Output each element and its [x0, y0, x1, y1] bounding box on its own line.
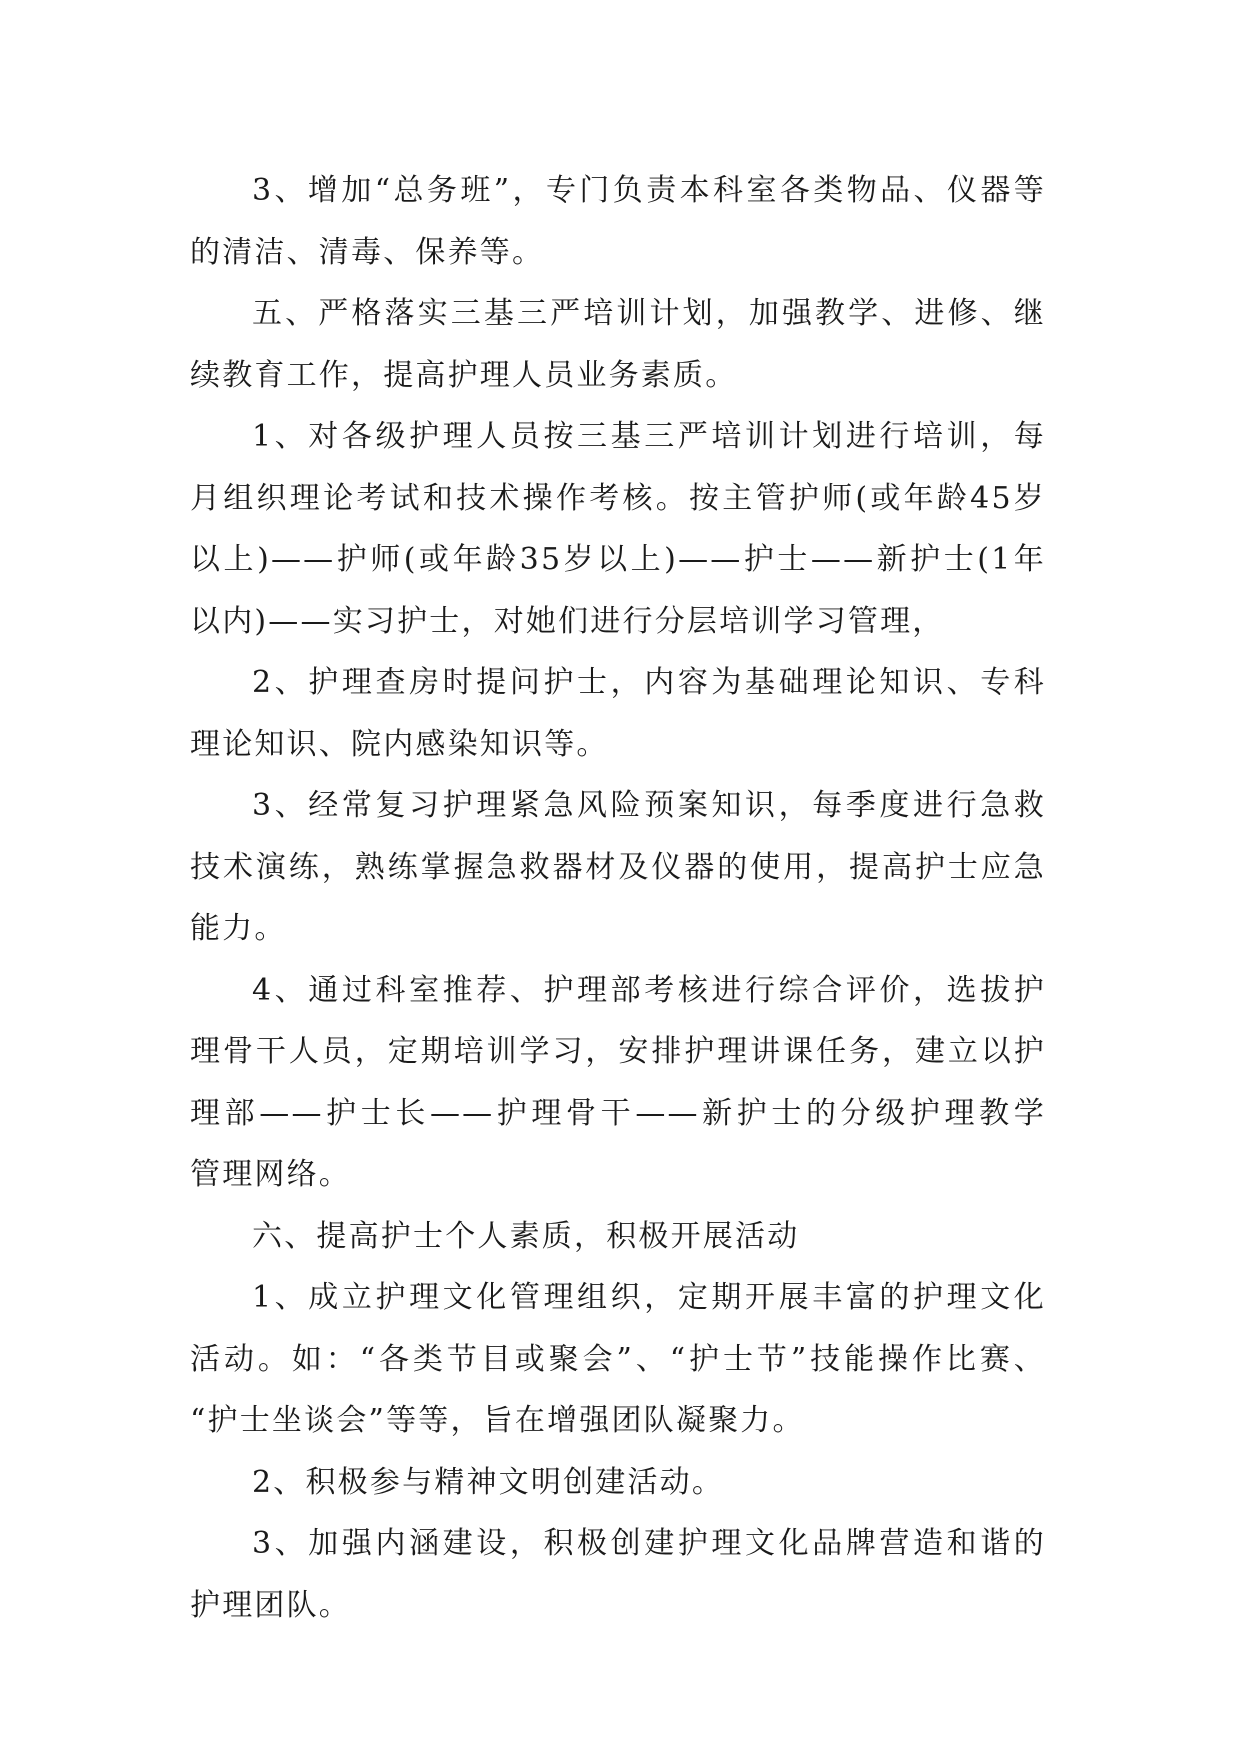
paragraph-line: 技术演练，熟练掌握急救器材及仪器的使用，提高护士应急 — [190, 849, 1046, 885]
paragraph-line: 月组织理论考试和技术操作考核。按主管护师(或年龄45岁 — [190, 480, 1046, 516]
paragraph-line: 2、积极参与精神文明创建活动。 — [252, 1464, 725, 1500]
paragraph-line: 的清洁、清毒、保养等。 — [190, 234, 545, 270]
paragraph-line: 4、通过科室推荐、护理部考核进行综合评价，选拔护 — [252, 972, 1046, 1008]
paragraph-line: 1、对各级护理人员按三基三严培训计划进行培训，每 — [252, 419, 1046, 454]
paragraph-line: 五、严格落实三基三严培训计划，加强教学、进修、继 — [252, 296, 1046, 331]
paragraph-line: 管理网络。 — [190, 1157, 351, 1192]
paragraph-line: 以内)——实习护士，对她们进行分层培训学习管理， — [190, 603, 945, 639]
paragraph — [190, 1267, 1046, 1452]
paragraph-line: 3、增加“总务班”，专门负责本科室各类物品、仪器等 — [252, 173, 1046, 208]
paragraph-line: 以上)——护师(或年龄35岁以上)——护士——新护士(1年 — [190, 542, 1046, 577]
paragraph — [190, 1513, 1046, 1636]
paragraph-line: 续教育工作，提高护理人员业务素质。 — [190, 357, 738, 393]
paragraph-line: 六、提高护士个人素质，积极开展活动 — [252, 1218, 800, 1254]
paragraph-line: 理骨干人员，定期培训学习，安排护理讲课任务，建立以护 — [190, 1034, 1046, 1069]
paragraph — [190, 1452, 1046, 1514]
paragraph-line: 3、加强内涵建设，积极创建护理文化品牌营造和谐的 — [252, 1526, 1046, 1561]
paragraph-line: 3、经常复习护理紧急风险预案知识，每季度进行急救 — [252, 788, 1046, 823]
paragraph-line: 理部——护士长——护理骨干——新护士的分级护理教学 — [190, 1095, 1046, 1131]
paragraph — [190, 1206, 1046, 1268]
paragraph-line: 活动。如：“各类节目或聚会”、“护士节”技能操作比赛、 — [190, 1341, 1046, 1377]
paragraph-line: 1、成立护理文化管理组织，定期开展丰富的护理文化 — [252, 1280, 1046, 1315]
paragraph-line: 能力。 — [190, 911, 287, 946]
paragraph — [190, 960, 1046, 1206]
paragraph — [190, 160, 1046, 283]
paragraph-line: 护理团队。 — [190, 1587, 351, 1623]
paragraph-line: 2、护理查房时提问护士，内容为基础理论知识、专科 — [252, 665, 1046, 700]
paragraph — [190, 775, 1046, 960]
paragraph — [190, 652, 1046, 775]
paragraph — [190, 406, 1046, 652]
paragraph-line: 理论知识、院内感染知识等。 — [190, 726, 609, 762]
document-body — [190, 160, 1046, 1636]
paragraph-line: “护士坐谈会”等等，旨在增强团队凝聚力。 — [190, 1403, 805, 1438]
paragraph — [190, 283, 1046, 406]
